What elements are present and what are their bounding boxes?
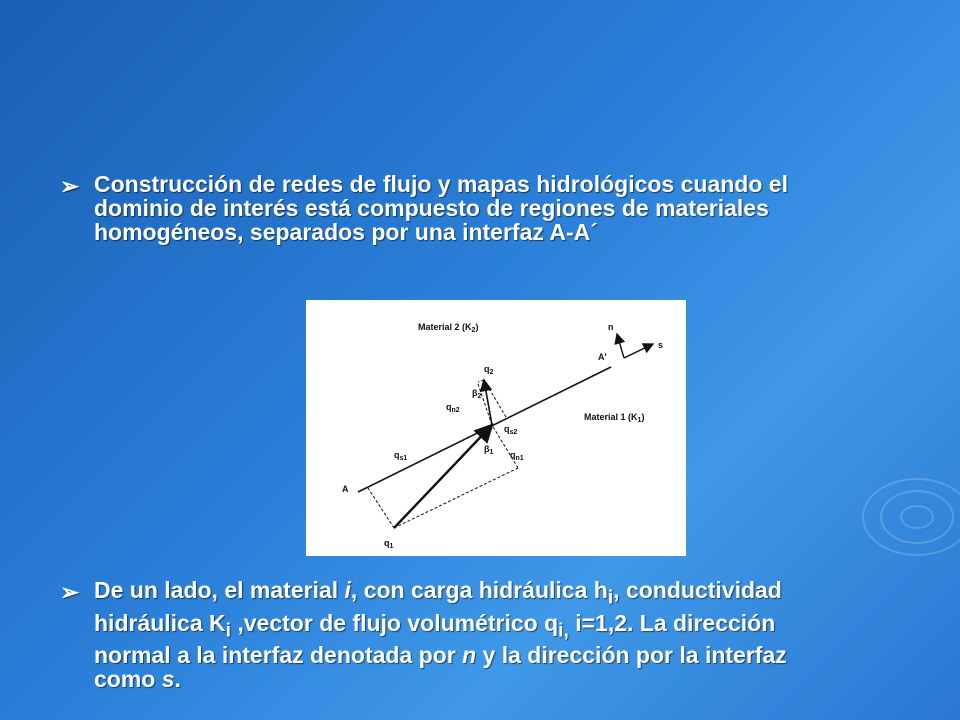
label-qs2: $q_{s2}$ <box>504 424 518 436</box>
bullet-text <box>94 578 880 691</box>
line3: normal a la interfaz denotada por n y la dirección por la interfaz <box>94 642 787 669</box>
q1-vector <box>394 425 492 528</box>
material1-label: Material 1 $(K_1)$ <box>584 412 645 424</box>
label-beta1: $\beta_1$ <box>484 444 494 456</box>
line2: hidráulica $K_i$ ,vector de flujo volumétrico $q_{i,}$ i=1,2. La dirección <box>94 609 776 642</box>
label-beta2: $\beta_2$ <box>472 388 482 400</box>
qs1-projection <box>368 488 394 528</box>
normal-arrow <box>617 334 624 358</box>
label-q2: $q_2$ <box>484 364 494 376</box>
qn2-projection <box>478 380 484 382</box>
water-ripple-decoration <box>900 505 934 529</box>
material2-label: Material 2 $(K_2)$ <box>418 322 479 334</box>
label-qs1: $q_{s1}$ <box>394 450 408 462</box>
bullet-arrow-icon: ➢ <box>60 173 80 199</box>
bullet-arrow-icon: ➢ <box>60 579 80 605</box>
refraction-diagram-svg <box>306 300 686 556</box>
label-A-prime: A' <box>598 352 607 362</box>
label-q1: $q_1$ <box>384 538 394 550</box>
bullet-interfaz <box>60 172 880 244</box>
line1: De un lado, el material i, con carga hidráulica $h_i$, conductividad <box>94 577 782 609</box>
qn1-projection <box>394 468 518 528</box>
tangent-arrow <box>624 344 653 358</box>
label-qn1: $q_{n1}$ <box>510 450 524 462</box>
label-qn2: $q_{n2}$ <box>446 402 460 414</box>
line4: como s. <box>94 666 181 693</box>
label-s: s <box>658 340 664 350</box>
interface-flow-diagram <box>306 300 686 556</box>
label-n: n <box>608 322 614 332</box>
bullet-material <box>60 578 880 691</box>
label-A: A <box>342 484 349 494</box>
bullet-text: Construcción de redes de flujo y mapas hidrológicos cuando el dominio de interés está compuesto de regiones de materiales homogéneos, separados por una interfaz A-A´ <box>94 171 788 245</box>
